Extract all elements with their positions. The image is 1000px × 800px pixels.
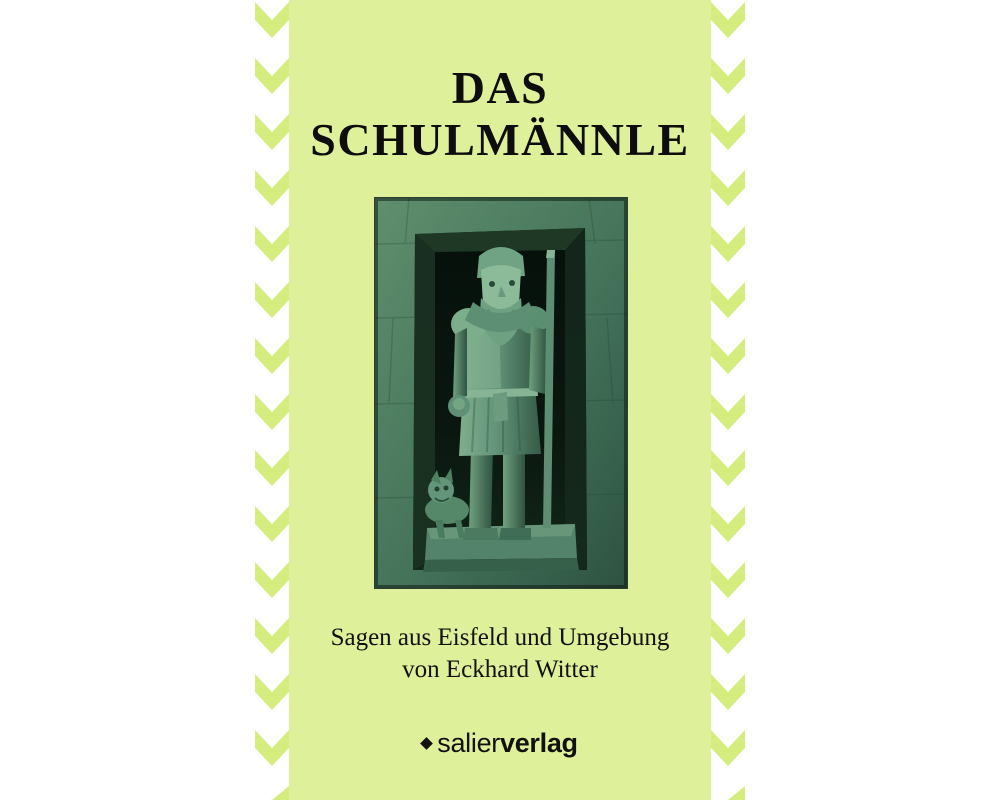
publisher-logo <box>255 728 745 759</box>
cover-title <box>255 62 745 165</box>
diamond-icon <box>420 737 433 750</box>
publisher-name-part2: verlag <box>499 728 578 758</box>
publisher-name-part1: salier <box>437 728 500 758</box>
book-cover <box>255 0 745 800</box>
title-line-2: SCHULMÄNNLE <box>310 113 690 165</box>
cover-subtitle <box>255 622 745 686</box>
stone-relief-photo <box>375 198 627 588</box>
title-line-1: DAS <box>451 62 549 113</box>
subtitle-line-2: von Eckhard Witter <box>402 656 598 683</box>
subtitle-line-1: Sagen aus Eisfeld und Umgebung <box>330 624 670 651</box>
